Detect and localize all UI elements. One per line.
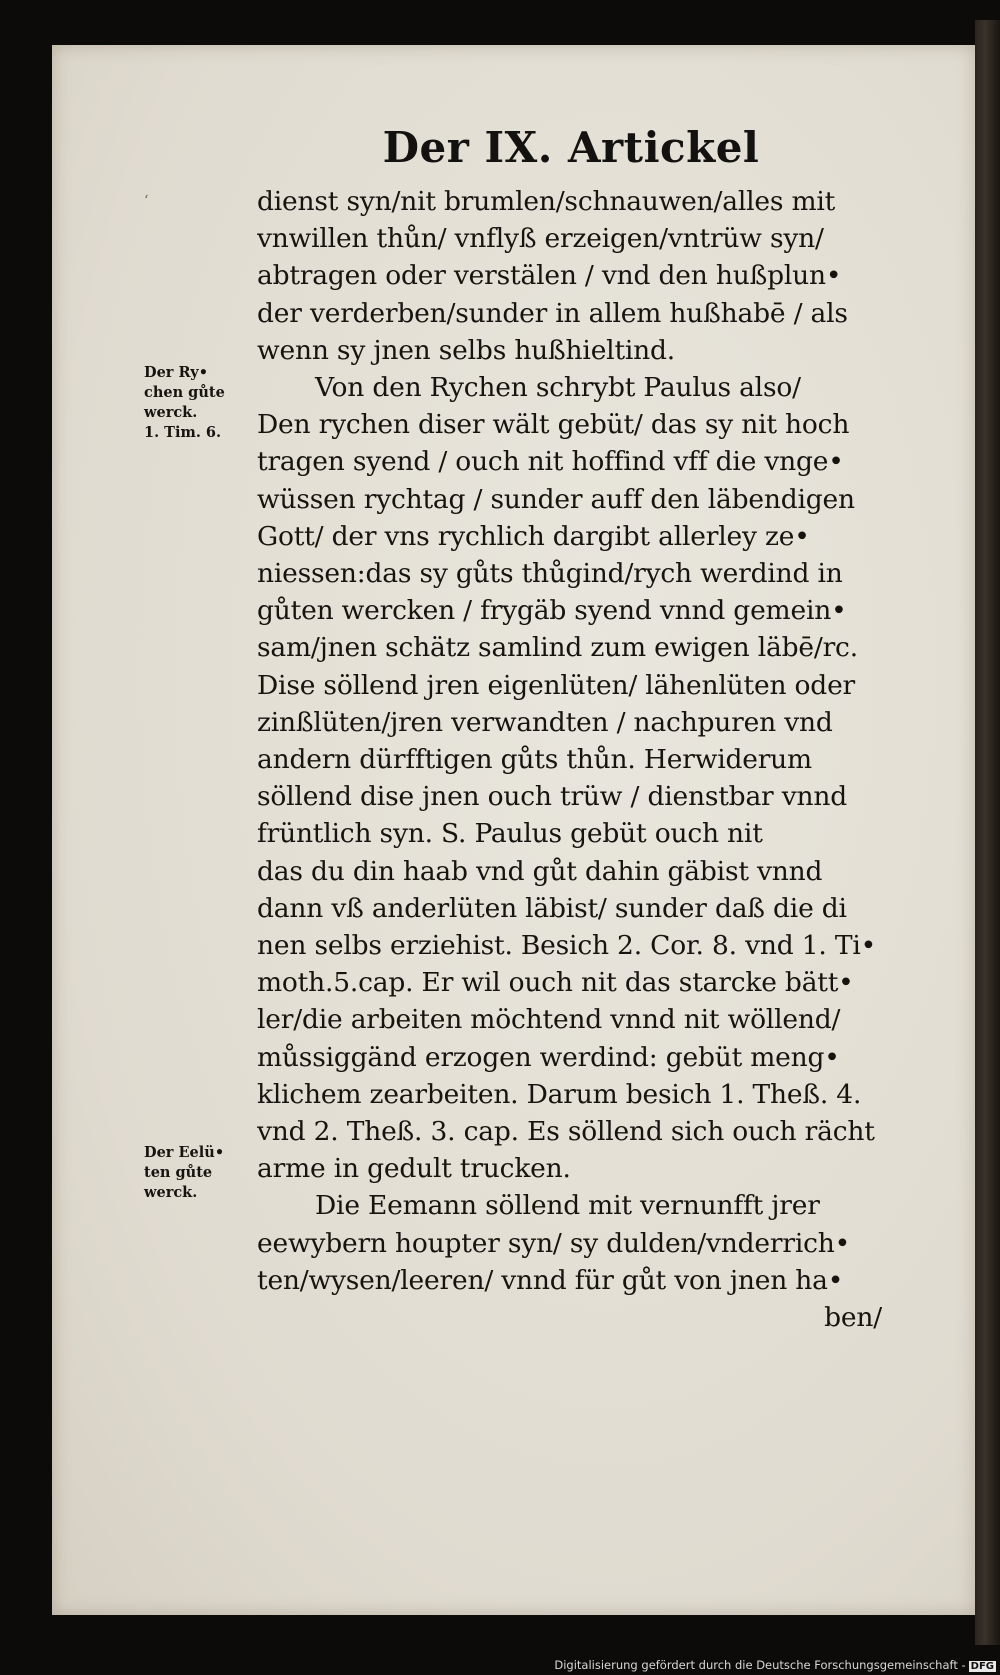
book-edge — [975, 20, 1000, 1645]
text-line: dienst syn/nit brumlen/schnauwen/alles mit — [257, 186, 836, 217]
text-line: Dise söllend jren eigenlüten/ lähenlüten oder — [257, 669, 856, 701]
text-line: dann vß anderlüten läbist/ sunder daß die di — [257, 892, 847, 924]
text-line: Von den Rychen schrybt Paulus also/ — [315, 372, 801, 404]
text-line: früntlich syn. S. Paulus gebüt ouch nit — [257, 818, 763, 850]
dfg-footer — [554, 1658, 996, 1672]
text-line: vnd 2. Theß. 3. cap. Es söllend sich ouch rächt — [257, 1116, 875, 1148]
side-note-married — [144, 1143, 259, 1203]
text-line: abtragen oder verstälen / vnd den hußplun• — [257, 260, 842, 292]
text-line: niessen:das sy gůts thůgind/rych werdind in — [257, 558, 843, 590]
running-head: Der IX. Artickel — [382, 123, 760, 172]
text-line: Gott/ der vns rychlich dargibt allerley ze• — [257, 520, 810, 552]
text-line: klichem zearbeiten. Darum besich 1. Theß. 4. — [257, 1078, 862, 1110]
side-note-rich — [144, 363, 259, 443]
book-page — [52, 45, 975, 1615]
side-note-line: Der Ry• — [144, 364, 208, 381]
text-line: sam/jnen schätz samlind zum ewigen läbē/rc. — [257, 632, 858, 664]
footer-text: Digitalisierung gefördert durch die Deutsche Forschungsgemeinschaft - — [554, 1658, 966, 1672]
text-line: nen selbs erziehist. Besich 2. Cor. 8. vnd 1. Ti• — [257, 930, 877, 962]
text-line: Die Eemann söllend mit vernunfft jrer — [315, 1190, 820, 1222]
text-line: wüssen rychtag / sunder auff den läbendigen — [257, 483, 855, 515]
text-line: můssiggänd erzogen werdind: gebüt meng• — [257, 1041, 840, 1073]
dfg-logo: DFG — [970, 1661, 994, 1672]
side-note-line: 1. Tim. 6. — [144, 424, 222, 441]
side-note-line: werck. — [144, 404, 198, 421]
text-line: söllend dise jnen ouch trüw / dienstbar vnnd — [257, 781, 847, 813]
text-line: gůten wercken / frygäb syend vnnd gemein• — [257, 595, 847, 627]
text-line: der verderben/sunder in allem hußhabē / als — [257, 297, 848, 329]
side-note-line: chen gůte — [144, 384, 225, 401]
text-line: ler/die arbeiten möchtend vnnd nit wöllend/ — [257, 1004, 841, 1036]
text-line: ten/wysen/leeren/ vnnd für gůt von jnen ha• — [257, 1264, 844, 1296]
margin-mark: ‘ — [144, 193, 149, 209]
side-note-line: werck. — [144, 1184, 198, 1201]
body-text — [257, 183, 882, 1336]
text-line: wenn sy jnen selbs hußhieltind. — [257, 334, 676, 366]
text-line: arme in gedult trucken. — [257, 1153, 571, 1185]
text-line: Den rychen diser wält gebüt/ das sy nit hoch — [257, 409, 850, 441]
text-line: moth.5.cap. Er wil ouch nit das starcke bätt• — [257, 967, 854, 999]
text-line: eewybern houpter syn/ sy dulden/vnderrich• — [257, 1227, 851, 1259]
side-note-line: ten gůte — [144, 1164, 213, 1181]
text-line: zinßlüten/jren verwandten / nachpuren vnd — [257, 706, 833, 738]
text-line: ben/ — [824, 1302, 882, 1334]
text-line: das du din haab vnd gůt dahin gäbist vnnd — [257, 855, 823, 887]
text-line: tragen syend / ouch nit hoffind vff die vnge• — [257, 446, 844, 478]
text-line: vnwillen thůn/ vnflyß erzeigen/vntrüw syn/ — [257, 223, 824, 255]
side-note-line: Der Eelü• — [144, 1144, 225, 1161]
text-line: andern dürfftigen gůts thůn. Herwiderum — [257, 744, 812, 776]
